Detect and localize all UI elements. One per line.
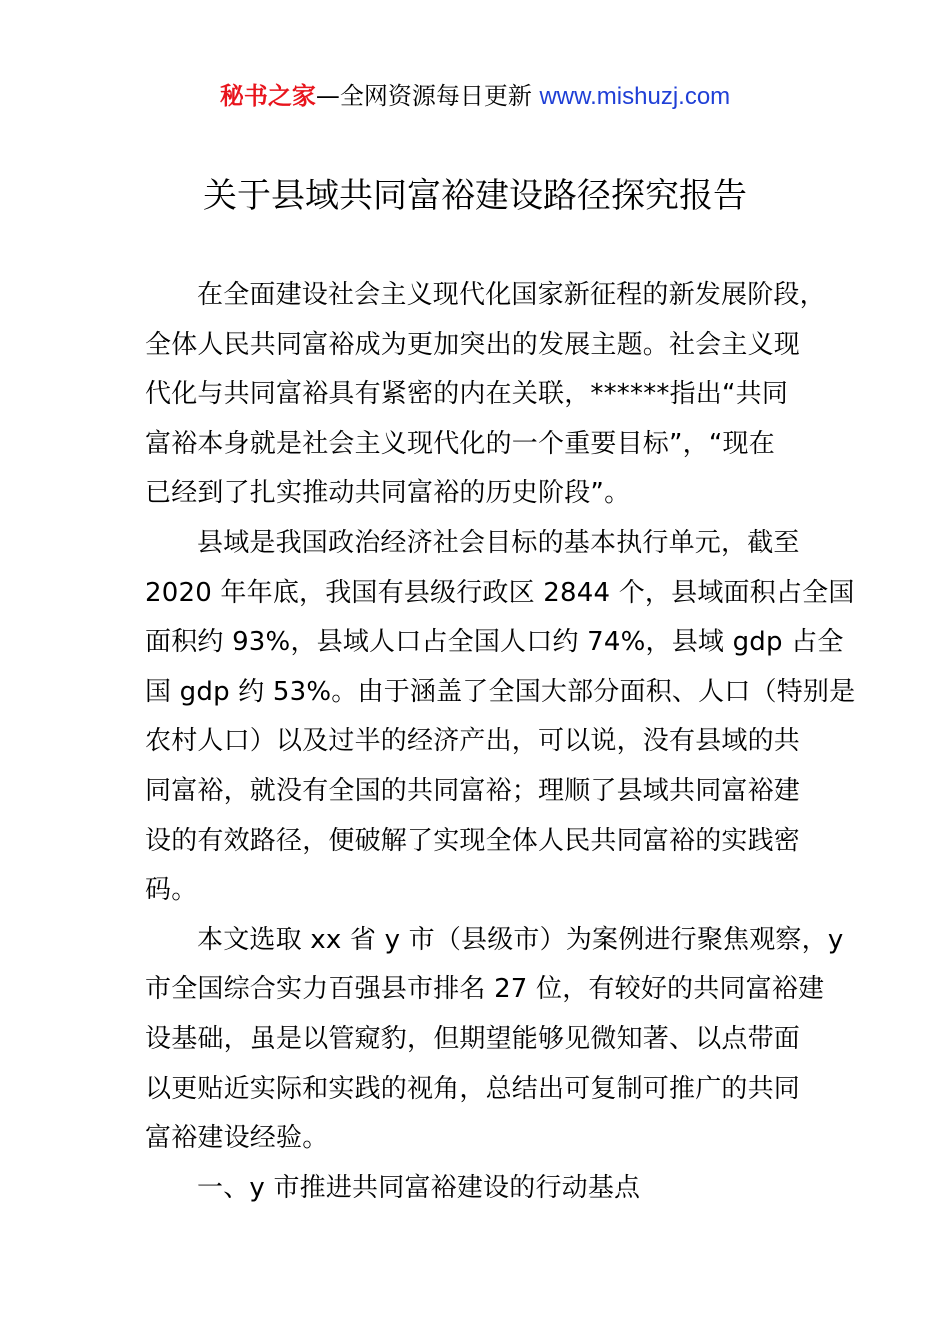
- document-title: 关于县域共同富裕建设路径探究报告: [203, 176, 747, 216]
- paragraph-line: 同富裕，就没有全国的共同富裕；理顺了县域共同富裕建: [145, 775, 801, 806]
- paragraph-1: [145, 271, 825, 519]
- site-url-link[interactable]: www.mishuzj.com: [539, 83, 731, 110]
- paragraph-line: 以更贴近实际和实践的视角，总结出可复制可推广的共同: [145, 1073, 801, 1104]
- paragraph-line: 已经到了扎实推动共同富裕的历史阶段”。: [145, 478, 631, 509]
- paragraph-line: 县域是我国政治经济社会目标的基本执行单元，截至: [197, 527, 800, 558]
- site-tagline: —全网资源每日更新: [315, 82, 540, 110]
- paragraph-line: 在全面建设社会主义现代化国家新征程的新发展阶段，: [197, 280, 826, 310]
- site-header: [0, 80, 950, 113]
- paragraph-line: 富裕本身就是社会主义现代化的一个重要目标”，“现在: [145, 428, 775, 459]
- paragraph-3: [145, 916, 844, 1164]
- paragraph-line: 农村人口）以及过半的经济产出，可以说，没有县域的共: [145, 726, 801, 757]
- paragraph-line: 全体人民共同富裕成为更加突出的发展主题。社会主义现: [145, 329, 801, 360]
- paragraph-line: 设的有效路径，便破解了实现全体人民共同富裕的实践密: [145, 825, 801, 856]
- site-brand: 秘书之家: [219, 82, 316, 110]
- document-body: [145, 271, 856, 1213]
- paragraph-line: 国 gdp 约 53%。由于涵盖了全国大部分面积、人口（特别是: [145, 676, 856, 707]
- section-heading: 一、y 市推进共同富裕建设的行动基点: [197, 1172, 641, 1203]
- paragraph-line: 本文选取 xx 省 y 市（县级市）为案例进行聚焦观察，y: [197, 924, 844, 955]
- paragraph-line: 市全国综合实力百强县市排名 27 位，有较好的共同富裕建: [145, 974, 825, 1005]
- paragraph-line: 2020 年年底，我国有县级行政区 2844 个，县域面积占全国: [145, 577, 855, 608]
- paragraph-line: 码。: [145, 875, 198, 906]
- paragraph-line: 富裕建设经验。: [145, 1123, 329, 1154]
- paragraph-line: 设基础，虽是以管窥豹，但期望能够见微知著、以点带面: [145, 1023, 801, 1054]
- paragraph-line: 代化与共同富裕具有紧密的内在关联，******指出“共同: [145, 379, 789, 410]
- paragraph-2: [145, 519, 856, 916]
- paragraph-line: 面积约 93%，县域人口占全国人口约 74%，县域 gdp 占全: [145, 627, 844, 658]
